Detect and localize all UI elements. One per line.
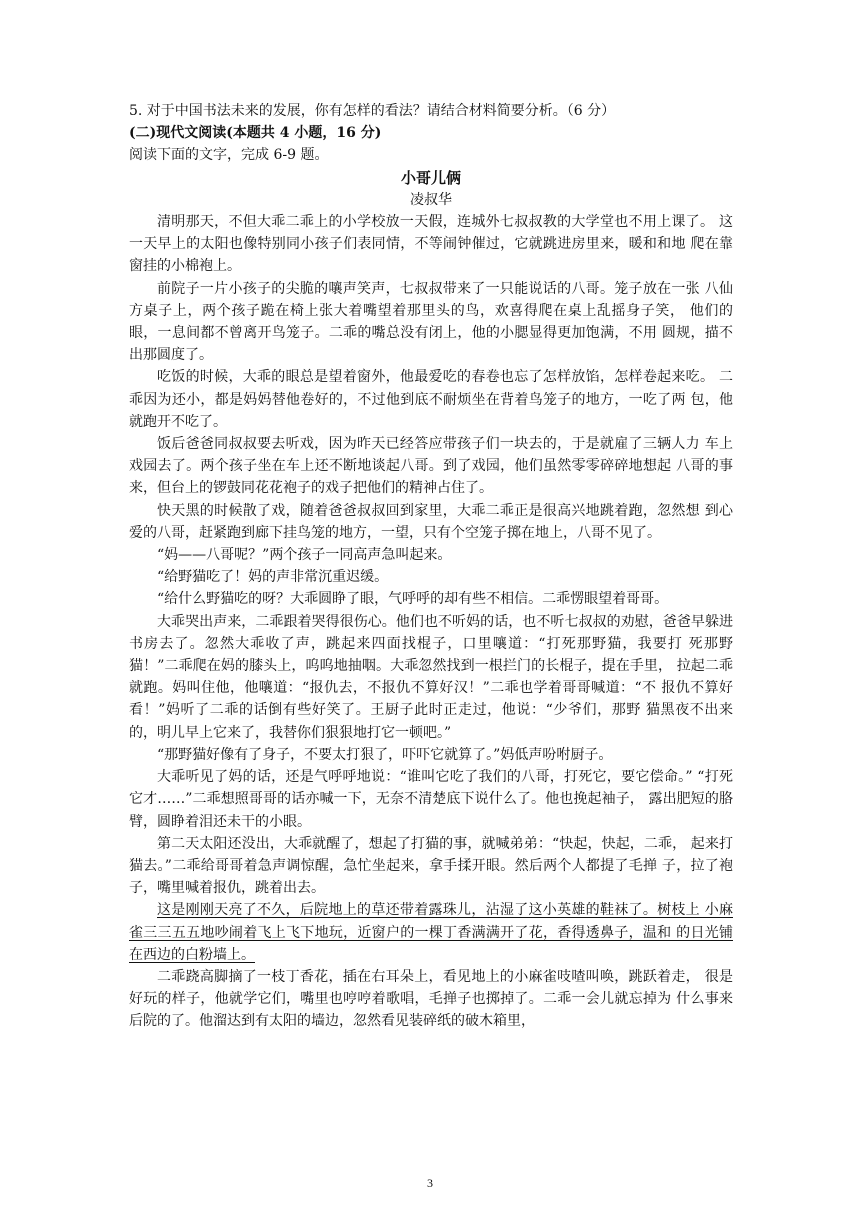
story-author: 凌叔华 [410,191,452,208]
reading-instruction: 阅读下面的文字，完成 6-9 题。 [129,147,329,164]
story-paragraph: 前院子一片小孩子的尖脆的嚷声笑声，七叔叔带来了一只能说话的八哥。笼子放在一张 八仙方桌子上，两个孩子跪在椅上张大着嘴望着那里头的鸟，欢喜得爬在桌上乱摇身子笑， 他们的眼，一息间都不曾离开鸟笼子。二乖的嘴总没有闭上，他的小腮显得更加饱满，不用 圆规，描不出那圆度了。 [129,280,733,364]
story-paragraph: 第二天太阳还没出，大乖就醒了，想起了打猫的事，就喊弟弟：“快起，快起，二乖， 起来打猫去。”二乖给哥哥着急声调惊醒，急忙坐起来，拿手揉开眼。然后两个人都提了毛掸 子，拉了袍子，嘴里喊着报仇，跳着出去。 [129,835,733,897]
page-number: 3 [427,1176,433,1190]
section-heading: (二)现代文阅读(本题共 4 小题，16 分) [129,125,382,142]
page-content [129,100,733,1033]
story-paragraph: “给什么野猫吃的呀？大乖圆睁了眼，气呼呼的却有些不相信。二乖愣眼望着哥哥。 [157,591,669,608]
story-paragraph: 吃饭的时候，大乖的眼总是望着窗外，他最爱吃的春卷也忘了怎样放馅，怎样卷起来吃。 二乖因为还小，都是妈妈替他卷好的，不过他到底不耐烦坐在背着鸟笼子的地方，一吃了两 包，他就跑开不吃了。 [129,369,733,430]
story-paragraph: 快天黑的时候散了戏，随着爸爸叔叔回到家里，大乖二乖正是很高兴地跳着跑，忽然想 到心爱的八哥，赶紧跑到廊下挂鸟笼的地方，一望，只有个空笼子掷在地上，八哥不见了。 [129,502,733,541]
story-title: 小哥儿俩 [400,168,461,187]
story-paragraph: “给野猫吃了！妈的声非常沉重迟缓。 [157,569,389,586]
underlined-paragraph: 这是刚刚天亮了不久，后院地上的草还带着露珠儿，沾湿了这小英雄的鞋袜了。树枝上 小麻雀三三五五地吵闹着飞上飞下地玩，近窗户的一棵丁香满满开了花，香得透鼻子，温和 的日光铺在西边的白粉墙上。 [129,902,733,963]
story-paragraph: 饭后爸爸同叔叔要去听戏，因为昨天已经答应带孩子们一块去的，于是就雇了三辆人力 车上戏园去了。两个孩子坐在车上还不断地谈起八哥。到了戏园，他们虽然零零碎碎地想起 八哥的事来，但台上的锣鼓同花花袍子的戏子把他们的精神占住了。 [129,436,733,497]
story-paragraph: 二乖跷高脚摘了一枝丁香花，插在右耳朵上，看见地上的小麻雀吱喳叫唤，跳跃着走， 很是好玩的样子，他就学它们，嘴里也哼哼着歌唱，毛掸子也掷掉了。二乖一会儿就忘掉为 什么事来后院的了。他溜达到有太阳的墙边，忽然看见装碎纸的破木箱里， [129,968,733,1030]
story-paragraph: 大乖听见了妈的话，还是气呼呼地说：“谁叫它吃了我们的八哥，打死它，要它偿命。” “打死它才……”二乖想照哥哥的话亦喊一下，无奈不清楚底下说什么了。他也挽起袖子， 露出肥短的胳臂，圆睁着泪还未干的小眼。 [129,769,733,830]
story-paragraph: 清明那天，不但大乖二乖上的小学校放一天假，连城外七叔叔教的大学堂也不用上课了。 这一天早上的太阳也像特别同小孩子们表同情，不等闹钟催过，它就跳进房里来，暖和和地 爬在靠窗挂的小棉袍上。 [129,214,733,275]
story-paragraph: “那野猫好像有了身子，不要太打狠了，吓吓它就算了。”妈低声吩咐厨子。 [157,746,613,763]
question-5: 5. 对于中国书法未来的发展，你有怎样的看法？请结合材料简要分析。（6 分） [129,103,616,119]
story-paragraph: 大乖哭出声来，二乖跟着哭得很伤心。他们也不听妈的话，也不听七叔叔的劝慰，爸爸早躲进书房去了。忽然大乖收了声，跳起来四面找棍子，口里嚷道：“打死那野猫，我要打 死那野猫！”二乖爬在妈的膝头上，呜呜地抽咽。大乖忽然找到一根拦门的长棍子，提在手里， 拉起二乖就跑。妈叫住他，他嚷道：“报仇去，不报仇不算好汉！”二乖也学着哥哥喊道：“不 报仇不算好看！”妈听了二乖的话倒有些好笑了。王厨子此时正走过，他说：“少爷们，那野 猫黑夜不出来的，明儿早上它来了，我替你们狠狠地打它一顿吧。” [129,613,733,741]
story-paragraph: “妈——八哥呢？”两个孩子一同高声急叫起来。 [157,547,452,564]
